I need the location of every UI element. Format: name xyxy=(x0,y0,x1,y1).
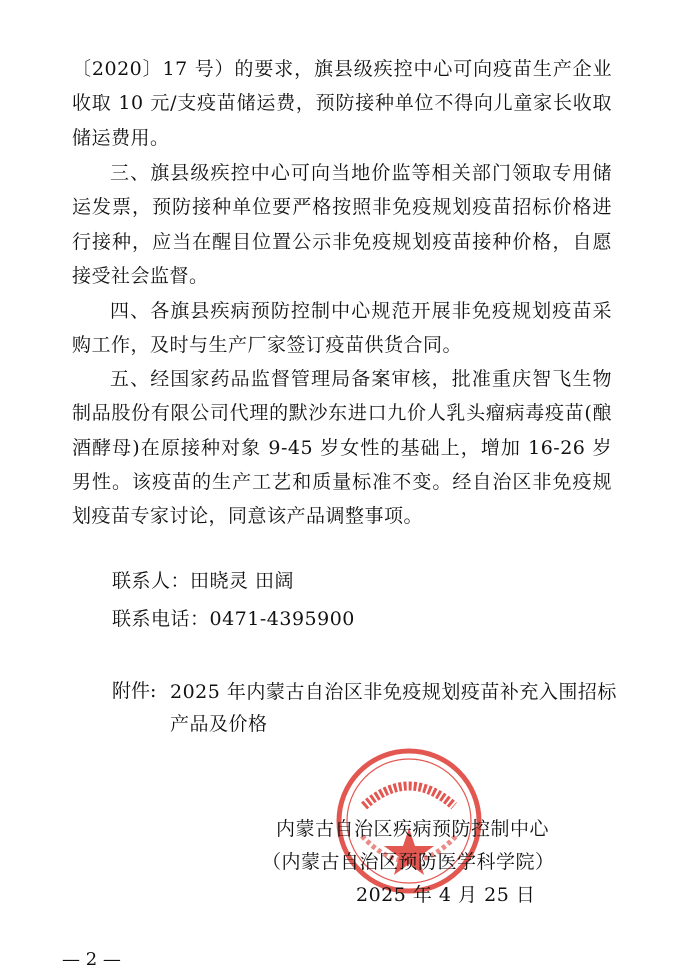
contact-phone: 联系电话：0471-4395900 xyxy=(112,608,355,630)
paragraph-4: 五、经国家药品监督管理局备案审核，批准重庆智飞生物制品股份有限公司代理的默沙东进口九价人乳头瘤病毒疫苗(酿酒酵母)在原接种对象 9-45 岁女性的基础上，增加 16-26 岁男性。该疫苗的生产工艺和质量标准不变。经自治区非免疫规划疫苗专家讨论，同意该产品调整事项。 xyxy=(72,368,612,528)
signature-org: 内蒙古自治区疾病预防控制中心 xyxy=(276,818,550,840)
signature-org-alt: （内蒙古自治区预防医学科学院） xyxy=(262,851,555,873)
attachment-text: 2025 年内蒙古自治区非免疫规划疫苗补充入围招标产品及价格 xyxy=(170,681,617,735)
contact-person: 联系人：田晓灵 田阔 xyxy=(112,570,295,592)
signature-date: 2025 年 4 月 25 日 xyxy=(356,884,536,906)
paragraph-1: 〔2020〕17 号）的要求，旗县级疾控中心可向疫苗生产企业收取 10 元/支疫苗储运费，预防接种单位不得向儿童家长收取储运费用。 xyxy=(72,58,612,149)
attachment-label: 附件: xyxy=(112,680,157,702)
paragraph-3: 四、各旗县疾病预防控制中心规范开展非免疫规划疫苗采购工作，及时与生产厂家签订疫苗供货合同。 xyxy=(72,300,612,357)
page-number: — 2 — xyxy=(62,949,121,970)
paragraph-2: 三、旗县级疾控中心可向当地价监等相关部门领取专用储运发票，预防接种单位要严格按照非免疫规划疫苗招标价格进行接种，应当在醒目位置公示非免疫规划疫苗接种价格，自愿接受社会监督。 xyxy=(72,162,612,287)
